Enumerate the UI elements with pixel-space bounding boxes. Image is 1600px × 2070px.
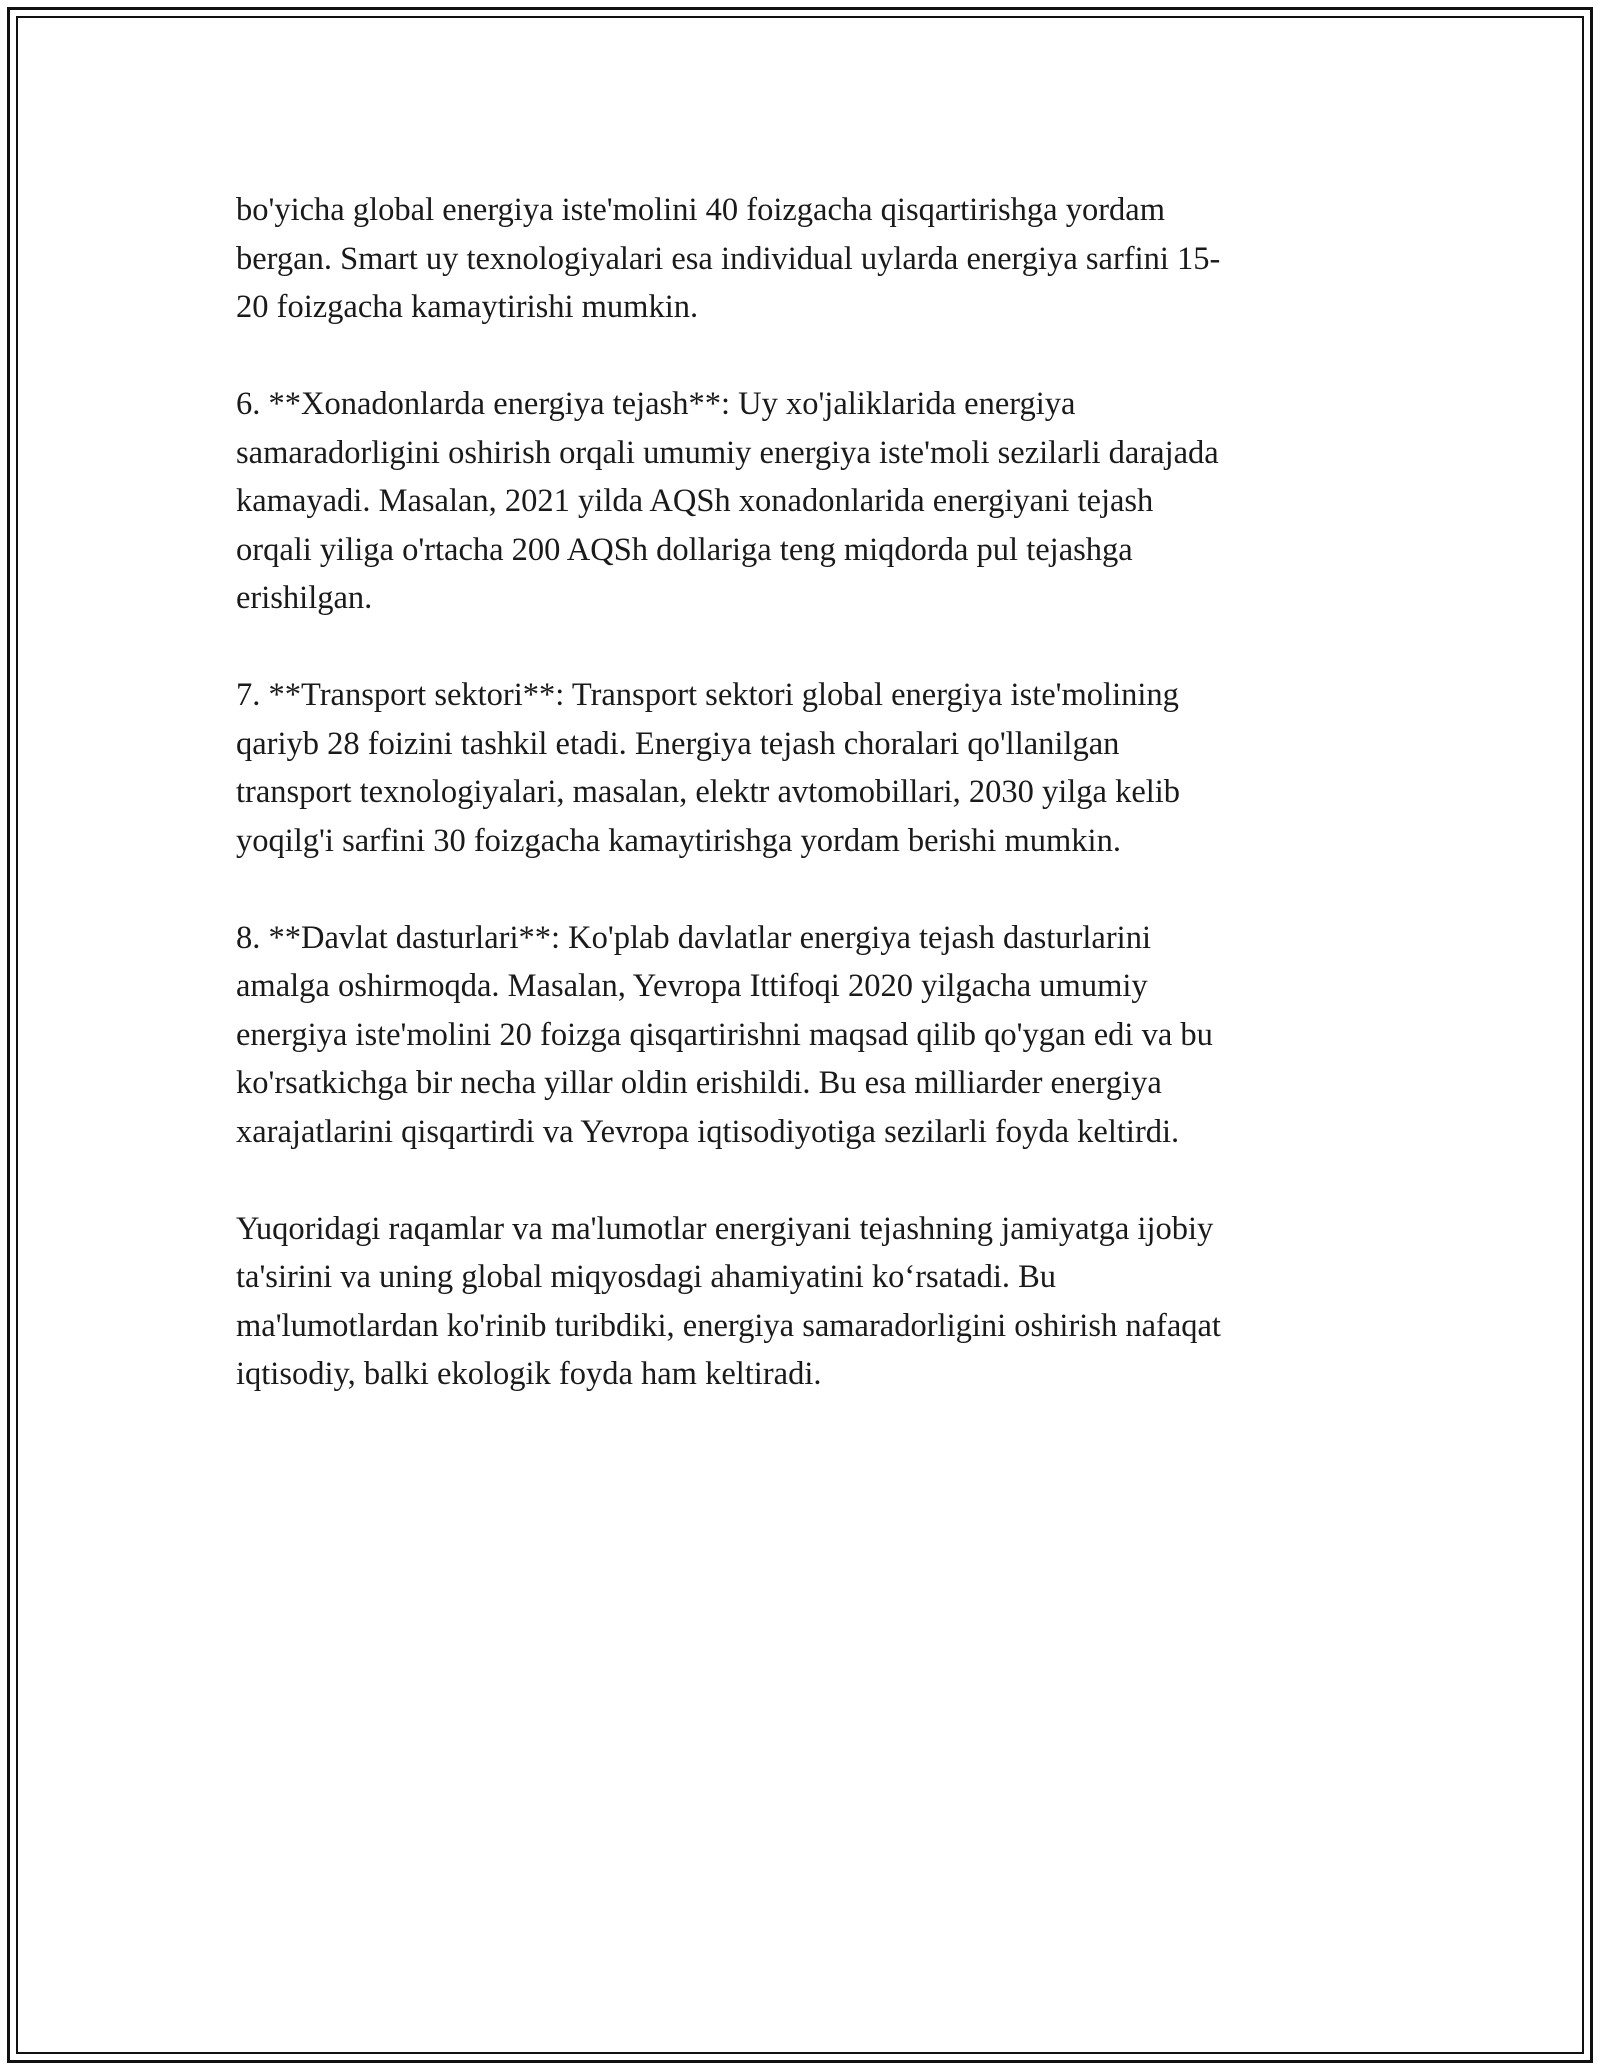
text-line: 6. **Xonadonlarda energiya tejash**: Uy xo'jaliklarida energiya [236,386,1076,422]
text-line: kamayadi. Masalan, 2021 yilda AQSh xonadonlarida energiyani tejash [236,483,1154,519]
paragraph-1 [236,186,1364,332]
text-line: bo'yicha global energiya iste'molini 40 foizgacha qisqartirishga yordam [236,192,1165,228]
paragraph-5 [236,1205,1364,1399]
text-line: energiya iste'molini 20 foizga qisqartirishni maqsad qilib qo'ygan edi va bu [236,1016,1213,1053]
text-line: transport texnologiyalari, masalan, elektr avtomobillari, 2030 yilga kelib [236,774,1181,810]
text-line: ta'sirini va uning global miqyosdagi ahamiyatini ko‘rsatadi. Bu [236,1259,1057,1295]
text-line: yoqilg'i sarfini 30 foizgacha kamaytirishga yordam berishi mumkin. [236,822,1121,859]
text-line: samaradorligini oshirish orqali umumiy energiya iste'moli sezilarli darajada [236,434,1219,471]
text-line: ma'lumotlardan ko'rinib turibdiki, energiya samaradorligini oshirish nafaqat [236,1307,1221,1344]
text-line: bergan. Smart uy texnologiyalari esa individual uylarda energiya sarfini 15- [236,240,1221,277]
paragraph-4 [236,914,1364,1157]
document-body [236,186,1364,1447]
paragraph-3 [236,671,1364,865]
text-line: xarajatlarini qisqartirdi va Yevropa iqtisodiyotiga sezilarli foyda keltirdi. [236,1113,1180,1150]
paragraph-2 [236,380,1364,623]
text-line: amalga oshirmoqda. Masalan, Yevropa Ittifoqi 2020 yilgacha umumiy [236,968,1148,1004]
text-line: 7. **Transport sektori**: Transport sektori global energiya iste'molining [236,677,1179,713]
text-line: orqali yiliga o'rtacha 200 AQSh dollariga teng miqdorda pul tejashga [236,531,1133,568]
text-line: 20 foizgacha kamaytirishi mumkin. [236,289,699,325]
text-line: erishilgan. [236,580,373,616]
text-line: 8. **Davlat dasturlari**: Ko'plab davlatlar energiya tejash dasturlarini [236,919,1151,956]
text-line: ko'rsatkichga bir necha yillar oldin erishildi. Bu esa milliarder energiya [236,1065,1162,1101]
text-line: qariyb 28 foizini tashkil etadi. Energiya tejash choralari qo'llanilgan [236,725,1120,762]
text-line: Yuqoridagi raqamlar va ma'lumotlar energiyani tejashning jamiyatga ijobiy [236,1210,1214,1247]
text-line: iqtisodiy, balki ekologik foyda ham keltiradi. [236,1356,822,1392]
